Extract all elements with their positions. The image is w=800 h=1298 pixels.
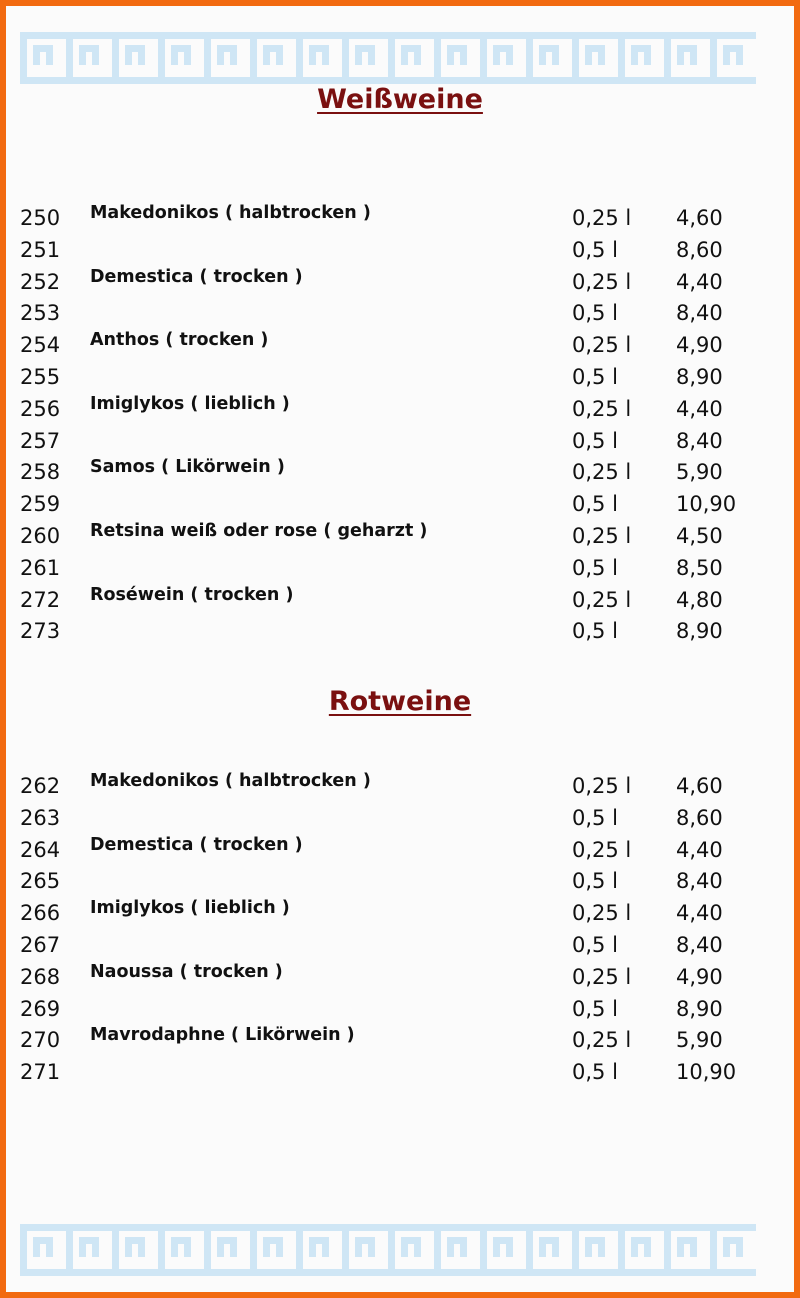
price: 4,60 — [676, 774, 723, 798]
meander-segment — [342, 32, 349, 84]
volume: 0,25 l — [572, 269, 632, 294]
meander-segment — [572, 32, 579, 84]
item-number: 250 — [20, 206, 61, 230]
meander-segment — [263, 45, 270, 65]
meander-segment — [493, 1237, 500, 1257]
table-row — [20, 899, 780, 931]
item-number: 272 — [20, 587, 61, 612]
meander-segment — [92, 45, 99, 65]
wine-name: Naoussa ( trocken ) — [90, 961, 283, 982]
item-number: 264 — [20, 837, 61, 862]
table-row — [20, 963, 780, 995]
meander-segment — [322, 1237, 329, 1257]
meander-segment — [618, 32, 625, 84]
greek-key-border-top — [20, 32, 762, 84]
item-number: 270 — [20, 1028, 61, 1053]
volume: 0,25 l — [572, 587, 632, 612]
volume: 0,5 l — [572, 428, 618, 453]
price: 8,40 — [676, 428, 723, 453]
volume: 0,5 l — [572, 619, 618, 644]
price: 4,40 — [676, 269, 723, 294]
meander-segment — [401, 45, 408, 65]
price: 4,80 — [676, 587, 723, 612]
meander-segment — [434, 1224, 441, 1276]
table-row — [20, 772, 780, 804]
meander-segment — [460, 45, 467, 65]
meander-segment — [447, 1237, 454, 1257]
price: 8,90 — [676, 996, 723, 1021]
table-row — [20, 867, 780, 899]
volume: 0,25 l — [572, 964, 632, 989]
price: 8,40 — [676, 869, 723, 894]
price: 4,60 — [676, 206, 723, 230]
item-number: 259 — [20, 492, 61, 517]
table-row — [20, 299, 780, 331]
meander-segment — [723, 45, 730, 65]
meander-segment — [585, 1237, 592, 1257]
price: 4,40 — [676, 396, 723, 421]
meander-segment — [66, 1224, 73, 1276]
meander-segment — [539, 45, 546, 65]
wine-name: Roséwein ( trocken ) — [90, 584, 294, 605]
price: 8,40 — [676, 301, 723, 326]
item-number: 266 — [20, 901, 61, 926]
meander-segment — [677, 45, 684, 65]
meander-segment — [276, 1237, 283, 1257]
meander-segment — [79, 1237, 86, 1257]
item-number: 255 — [20, 364, 61, 389]
item-number: 256 — [20, 396, 61, 421]
price: 10,90 — [676, 492, 737, 517]
table-row — [20, 1026, 780, 1058]
price: 10,90 — [676, 1060, 737, 1085]
price: 4,40 — [676, 837, 723, 862]
meander-segment — [710, 1224, 717, 1276]
price: 8,90 — [676, 364, 723, 389]
white-wines-list — [20, 204, 780, 649]
wine-name: Samos ( Likörwein ) — [90, 457, 285, 478]
meander-segment — [631, 1237, 638, 1257]
table-row — [20, 586, 780, 618]
item-number: 265 — [20, 869, 61, 894]
table-row — [20, 522, 780, 554]
meander-segment — [368, 1237, 375, 1257]
item-number: 258 — [20, 460, 61, 485]
table-row — [20, 995, 780, 1027]
meander-segment — [447, 45, 454, 65]
meander-segment — [184, 1237, 191, 1257]
meander-segment — [33, 45, 40, 65]
meander-segment — [388, 1224, 395, 1276]
item-number: 254 — [20, 333, 61, 358]
meander-segment — [296, 32, 303, 84]
section-title-red-wines: Rotweine — [328, 686, 472, 717]
wine-name: Demestica ( trocken ) — [90, 266, 303, 287]
meander-segment — [309, 1237, 316, 1257]
table-row — [20, 204, 780, 236]
price: 8,50 — [676, 555, 723, 580]
wine-name: Imiglykos ( lieblich ) — [90, 393, 290, 414]
meander-segment — [125, 1237, 132, 1257]
meander-segment — [414, 1237, 421, 1257]
meander-segment — [230, 45, 237, 65]
meander-segment — [250, 1224, 257, 1276]
meander-segment — [526, 1224, 533, 1276]
item-number: 269 — [20, 996, 61, 1021]
meander-segment — [598, 1237, 605, 1257]
item-number: 251 — [20, 237, 61, 262]
meander-segment — [125, 45, 132, 65]
meander-segment — [217, 1237, 224, 1257]
meander-segment — [112, 1224, 119, 1276]
table-row — [20, 1058, 780, 1090]
meander-segment — [46, 1237, 53, 1257]
meander-segment — [664, 32, 671, 84]
greek-key-border-bottom — [20, 1224, 762, 1276]
wine-name: Makedonikos ( halbtrocken ) — [90, 203, 371, 223]
meander-segment — [20, 32, 27, 84]
meander-segment — [677, 1237, 684, 1257]
volume: 0,25 l — [572, 1028, 632, 1053]
meander-segment — [401, 1237, 408, 1257]
price: 8,90 — [676, 619, 723, 644]
item-number: 271 — [20, 1060, 61, 1085]
price: 8,60 — [676, 237, 723, 262]
meander-segment — [309, 45, 316, 65]
item-number: 263 — [20, 805, 61, 830]
meander-segment — [33, 1237, 40, 1257]
meander-segment — [355, 45, 362, 65]
meander-segment — [644, 1237, 651, 1257]
meander-segment — [506, 1237, 513, 1257]
table-row — [20, 236, 780, 268]
meander-segment — [112, 32, 119, 84]
meander-segment — [506, 45, 513, 65]
price: 5,90 — [676, 460, 723, 485]
volume: 0,25 l — [572, 460, 632, 485]
meander-segment — [263, 1237, 270, 1257]
meander-segment — [171, 1237, 178, 1257]
volume: 0,25 l — [572, 774, 632, 798]
meander-segment — [184, 45, 191, 65]
meander-segment — [572, 1224, 579, 1276]
meander-segment — [736, 45, 743, 65]
meander-segment — [526, 32, 533, 84]
volume: 0,5 l — [572, 996, 618, 1021]
volume: 0,5 l — [572, 555, 618, 580]
meander-segment — [158, 1224, 165, 1276]
meander-segment — [480, 32, 487, 84]
section-title-white-wines: Weißweine — [317, 84, 483, 115]
volume: 0,25 l — [572, 523, 632, 548]
meander-segment — [217, 45, 224, 65]
meander-segment — [552, 1237, 559, 1257]
volume: 0,25 l — [572, 396, 632, 421]
table-row — [20, 268, 780, 300]
meander-segment — [342, 1224, 349, 1276]
meander-segment — [368, 45, 375, 65]
meander-segment — [138, 1237, 145, 1257]
meander-segment — [388, 32, 395, 84]
item-number: 262 — [20, 774, 61, 798]
meander-segment — [92, 1237, 99, 1257]
table-row — [20, 427, 780, 459]
volume: 0,5 l — [572, 932, 618, 957]
meander-segment — [618, 1224, 625, 1276]
item-number: 268 — [20, 964, 61, 989]
table-row — [20, 836, 780, 868]
table-row — [20, 804, 780, 836]
meander-segment — [250, 32, 257, 84]
item-number: 261 — [20, 555, 61, 580]
meander-segment — [493, 45, 500, 65]
volume: 0,25 l — [572, 206, 632, 230]
volume: 0,5 l — [572, 364, 618, 389]
meander-segment — [79, 45, 86, 65]
volume: 0,5 l — [572, 805, 618, 830]
meander-segment — [20, 1224, 27, 1276]
meander-segment — [414, 45, 421, 65]
price: 5,90 — [676, 1028, 723, 1053]
meander-segment — [46, 45, 53, 65]
meander-segment — [664, 1224, 671, 1276]
item-number: 273 — [20, 619, 61, 644]
meander-segment — [710, 32, 717, 84]
table-row — [20, 363, 780, 395]
meander-segment — [66, 32, 73, 84]
item-number: 253 — [20, 301, 61, 326]
meander-segment — [480, 1224, 487, 1276]
meander-segment — [552, 45, 559, 65]
price: 4,90 — [676, 333, 723, 358]
table-row — [20, 490, 780, 522]
meander-segment — [158, 32, 165, 84]
volume: 0,25 l — [572, 837, 632, 862]
meander-segment — [171, 45, 178, 65]
meander-segment — [434, 32, 441, 84]
wine-name: Makedonikos ( halbtrocken ) — [90, 771, 371, 791]
meander-segment — [690, 45, 697, 65]
wine-name: Demestica ( trocken ) — [90, 834, 303, 855]
volume: 0,25 l — [572, 901, 632, 926]
meander-segment — [204, 1224, 211, 1276]
item-number: 260 — [20, 523, 61, 548]
item-number: 252 — [20, 269, 61, 294]
item-number: 267 — [20, 932, 61, 957]
wine-name: Mavrodaphne ( Likörwein ) — [90, 1025, 355, 1046]
meander-segment — [539, 1237, 546, 1257]
price: 4,90 — [676, 964, 723, 989]
volume: 0,5 l — [572, 237, 618, 262]
red-wines-list — [20, 772, 780, 1090]
meander-segment — [585, 45, 592, 65]
meander-segment — [736, 1237, 743, 1257]
table-row — [20, 331, 780, 363]
table-row — [20, 617, 780, 649]
meander-segment — [230, 1237, 237, 1257]
volume: 0,5 l — [572, 1060, 618, 1085]
wine-name: Imiglykos ( lieblich ) — [90, 898, 290, 919]
price: 8,60 — [676, 805, 723, 830]
meander-segment — [276, 45, 283, 65]
volume: 0,5 l — [572, 869, 618, 894]
price: 8,40 — [676, 932, 723, 957]
volume: 0,25 l — [572, 333, 632, 358]
meander-segment — [598, 45, 605, 65]
meander-segment — [322, 45, 329, 65]
meander-segment — [355, 1237, 362, 1257]
volume: 0,5 l — [572, 301, 618, 326]
meander-segment — [644, 45, 651, 65]
price: 4,50 — [676, 523, 723, 548]
meander-segment — [204, 32, 211, 84]
meander-segment — [138, 45, 145, 65]
meander-segment — [723, 1237, 730, 1257]
meander-segment — [631, 45, 638, 65]
wine-name: Anthos ( trocken ) — [90, 330, 269, 351]
meander-segment — [296, 1224, 303, 1276]
table-row — [20, 395, 780, 427]
price: 4,40 — [676, 901, 723, 926]
volume: 0,5 l — [572, 492, 618, 517]
meander-segment — [460, 1237, 467, 1257]
item-number: 257 — [20, 428, 61, 453]
table-row — [20, 554, 780, 586]
table-row — [20, 931, 780, 963]
wine-name: Retsina weiß oder rose ( geharzt ) — [90, 520, 428, 541]
meander-segment — [690, 1237, 697, 1257]
table-row — [20, 458, 780, 490]
